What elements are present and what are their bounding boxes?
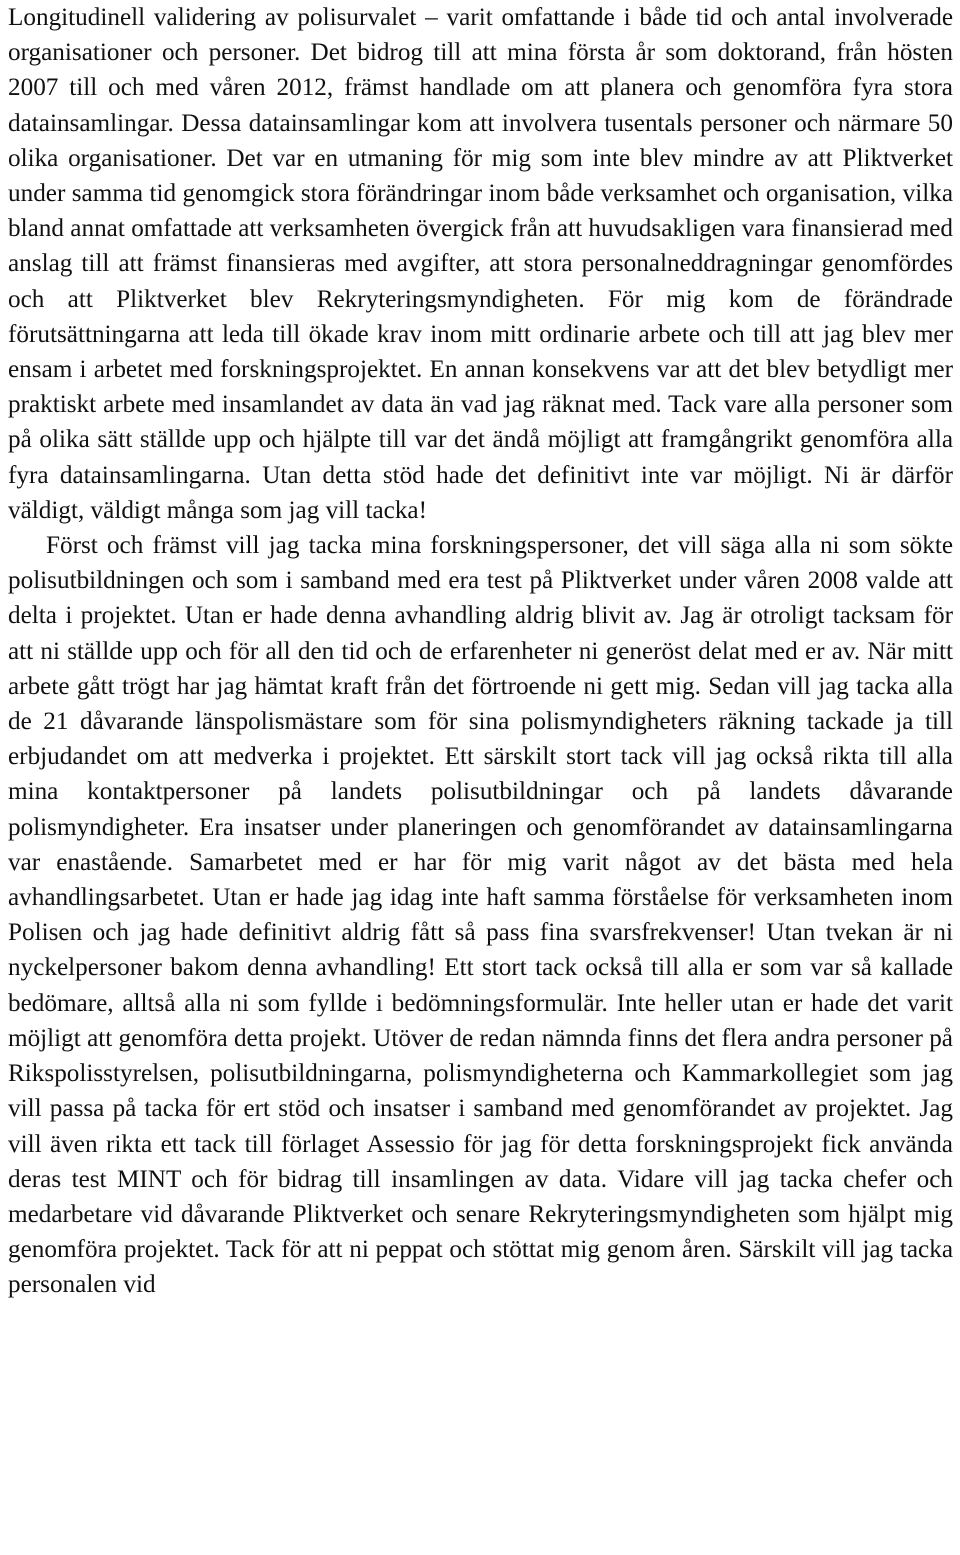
body-paragraph-2: Först och främst vill jag tacka mina forskningspersoner, det vill säga alla ni som sökte polisutbildningen och som i samband med era test på Pliktverket under våren 2008 valde att delta i projektet. Utan er hade denna avhandling aldrig blivit av. Jag är otroligt tacksam för att ni ställde upp och för all den tid och de erfarenheter ni generöst delat med er av. När mitt arbete gått trögt har jag hämtat kraft från det förtroende ni gett mig. Sedan vill jag tacka alla de 21 dåvarande länspolismästare som för sina polismyndigheters räkning tackade ja till erbjudandet om att medverka i projektet. Ett särskilt stort tack vill jag också rikta till alla mina kontaktpersoner på landets polisutbildningar och på landets dåvarande polismyndigheter. Era insatser under planeringen och genomförandet av datainsamlingarna var enastående. Samarbetet med er har för mig varit något av det bästa med hela avhandlingsarbetet. Utan er hade jag idag inte haft samma förståelse för verksamheten inom Polisen och jag hade definitivt aldrig fått så pass fina svarsfrekvenser! Utan tvekan är ni nyckelpersoner bakom denna avhandling! Ett stort tack också till alla er som var så kallade bedömare, alltså alla ni som fyllde i bedömningsformulär. Inte heller utan er hade det varit möjligt att genomföra detta projekt. Utöver de redan nämnda finns det flera andra personer på Rikspolisstyrelsen, polisutbildningarna, polismyndigheterna och Kammarkollegiet som jag vill passa på tacka för ert stöd och insatser i samband med genomförandet av projektet. Jag vill även rikta ett tack till förlaget Assessio för jag för detta forskningsprojekt fick använda deras test MINT och för bidrag till insamlingen av data. Vidare vill jag tacka chefer och medarbetare vid dåvarande Pliktverket och senare Rekryteringsmyndigheten som hjälpt mig genomföra projektet. Tack för att ni peppat och stöttat mig genom åren. Särskilt vill jag tacka personalen vid — [8, 532, 953, 1299]
body-paragraph-1: Longitudinell validering av polisurvalet – varit omfattande i både tid och antal involverade organisationer och personer. Det bidrog till att mina första år som doktorand, från hösten 2007 till och med våren 2012, främst handlade om att planera och genomföra fyra stora datainsamlingar. Dessa datainsamlingar kom att involvera tusentals personer och närmare 50 olika organisationer. Det var en utmaning för mig som inte blev mindre av att Pliktverket under samma tid genomgick stora förändringar inom både verksamhet och organisation, vilka bland annat omfattade att verksamheten övergick från att huvudsakligen vara finansierad med anslag till att främst finansieras med avgifter, att stora personalneddragningar genomfördes och att Pliktverket blev Rekryteringsmyndigheten. För mig kom de förändrade förutsättningarna att leda till ökade krav inom mitt ordinarie arbete och till att jag blev mer ensam i arbetet med forskningsprojektet. En annan konsekvens var att det blev betydligt mer praktiskt arbete med insamlandet av data än vad jag räknat med. Tack vare alla personer som på olika sätt ställde upp och hjälpte till var det ändå möjligt att framgångrikt genomföra alla fyra datainsamlingarna. Utan detta stöd hade det definitivt inte var möjligt. Ni är därför väldigt, väldigt många som jag vill tacka! — [8, 4, 953, 524]
